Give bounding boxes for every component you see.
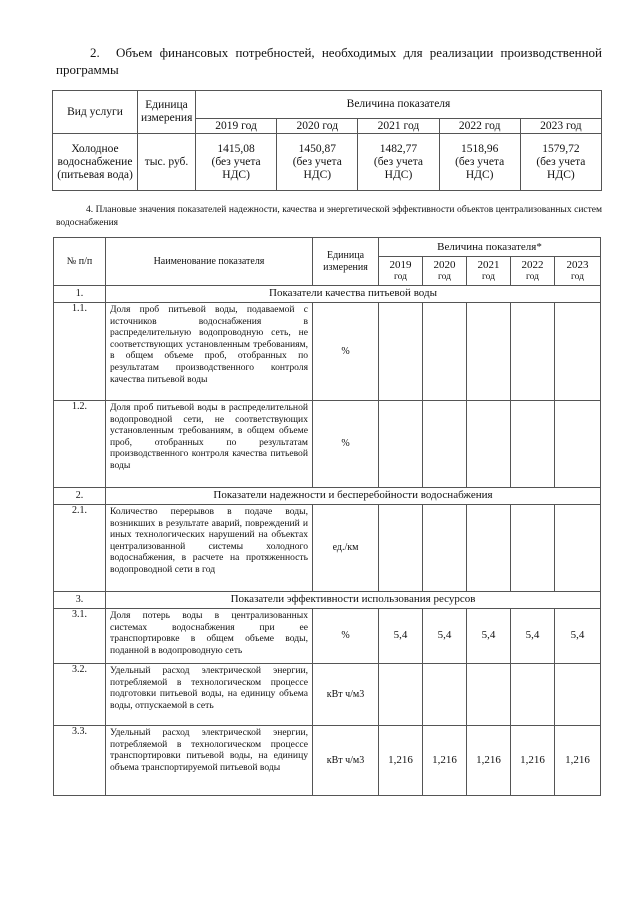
indicator-name: Количество перерывов в подаче воды, возникших в результате аварий, повреждений и иных технологических нарушений на объектах централизованной системы холодного водоснабжения, в расчете на протяженность водопроводной сети в год xyxy=(106,505,313,592)
section-row xyxy=(54,488,601,505)
unit-cell: ед./км xyxy=(313,505,379,592)
value-cell: 5,4 xyxy=(511,609,555,664)
value-cell: 1,216 xyxy=(511,726,555,796)
header-year: 2022 год xyxy=(439,119,520,134)
header-value: Величина показателя xyxy=(196,91,602,119)
table-row xyxy=(53,134,602,191)
header-no: № п/п xyxy=(54,238,106,286)
value-cell xyxy=(196,134,277,191)
table-row xyxy=(54,609,601,664)
table-row xyxy=(54,401,601,488)
value-cell xyxy=(423,303,467,401)
value-cell xyxy=(555,303,601,401)
service-cell: Холодное водоснабжение (питьевая вода) xyxy=(53,134,138,191)
row-number: 3.1. xyxy=(54,609,106,664)
unit-cell: % xyxy=(313,609,379,664)
header-year xyxy=(555,257,601,286)
section-title: Показатели качества питьевой воды xyxy=(106,286,601,303)
value-cell xyxy=(423,664,467,726)
year-suffix: год xyxy=(394,271,407,282)
value-cell xyxy=(423,505,467,592)
value-cell xyxy=(423,401,467,488)
year-suffix: год xyxy=(482,271,495,282)
unit-cell: % xyxy=(313,401,379,488)
value-cell: 1,216 xyxy=(379,726,423,796)
value-cell: 5,4 xyxy=(555,609,601,664)
value-cell xyxy=(555,664,601,726)
row-number: 2.1. xyxy=(54,505,106,592)
year-suffix: год xyxy=(526,271,539,282)
year: 2023 xyxy=(566,258,589,271)
vat-note: (без учета НДС) xyxy=(536,155,586,181)
value-cell xyxy=(511,303,555,401)
row-number: 3.2. xyxy=(54,664,106,726)
header-name: Наименование показателя xyxy=(106,238,313,286)
amount: 1415,08 xyxy=(217,142,255,155)
value-cell: 5,4 xyxy=(423,609,467,664)
amount: 1450,87 xyxy=(298,142,336,155)
header-year: 2020 год xyxy=(277,119,358,134)
value-cell xyxy=(277,134,358,191)
value-cell xyxy=(467,664,511,726)
vat-note: (без учета НДС) xyxy=(455,155,505,181)
header-service: Вид услуги xyxy=(53,91,138,134)
financial-needs-table xyxy=(52,90,602,191)
row-number: 1. xyxy=(54,286,106,303)
section-4-heading xyxy=(56,204,602,230)
row-number: 1.1. xyxy=(54,303,106,401)
header-year xyxy=(467,257,511,286)
table-row xyxy=(54,505,601,592)
value-cell xyxy=(379,664,423,726)
header-unit: Единица измерения xyxy=(313,238,379,286)
indicators-table xyxy=(53,237,601,796)
unit-cell: кВт ч/м3 xyxy=(313,664,379,726)
row-number: 2. xyxy=(54,488,106,505)
value-cell xyxy=(379,303,423,401)
header-year: 2021 год xyxy=(358,119,439,134)
table-row xyxy=(54,726,601,796)
indicator-name: Удельный расход электрической энергии, потребляемой в технологическом процессе подготовки питьевой воды, на единицу объема воды, отпускаемой в сеть xyxy=(106,664,313,726)
section-2-number: 2. xyxy=(90,45,100,60)
year: 2022 xyxy=(521,258,544,271)
table-row xyxy=(54,664,601,726)
vat-note: (без учета НДС) xyxy=(373,155,424,181)
section-4-title: Плановые значения показателей надежности, качества и энергетической эффективности объектов централизованных систем водоснабжения xyxy=(56,205,603,228)
year: 2021 xyxy=(477,258,500,271)
value-cell xyxy=(439,134,520,191)
amount: 1579,72 xyxy=(542,142,580,155)
amount: 1518,96 xyxy=(460,142,499,155)
value-cell: 1,216 xyxy=(467,726,511,796)
value-cell xyxy=(555,505,601,592)
row-number: 3.3. xyxy=(54,726,106,796)
vat-note: (без учета НДС) xyxy=(292,155,342,181)
row-number: 3. xyxy=(54,592,106,609)
indicator-name: Доля потерь воды в централизованных системах водоснабжения при ее транспортировке в общем объеме воды, поданной в водопроводную сеть xyxy=(106,609,313,664)
unit-cell: % xyxy=(313,303,379,401)
value-cell xyxy=(511,664,555,726)
section-2-heading xyxy=(56,44,602,78)
header-year xyxy=(379,257,423,286)
table-row xyxy=(54,303,601,401)
header-year: 2019 год xyxy=(196,119,277,134)
section-title: Показатели эффективности использования ресурсов xyxy=(106,592,601,609)
header-year: 2023 год xyxy=(520,119,601,134)
section-row xyxy=(54,286,601,303)
value-cell: 5,4 xyxy=(467,609,511,664)
value-cell: 1,216 xyxy=(555,726,601,796)
header-unit: Единица измерения xyxy=(138,91,196,134)
section-2-title: Объем финансовых потребностей, необходимых для реализации производственной программы xyxy=(56,45,602,77)
value-cell xyxy=(379,505,423,592)
header-value: Величина показателя* xyxy=(379,238,601,257)
row-number: 1.2. xyxy=(54,401,106,488)
year-suffix: год xyxy=(438,271,451,282)
unit-cell: тыс. руб. xyxy=(138,134,196,191)
section-title: Показатели надежности и бесперебойности водоснабжения xyxy=(106,488,601,505)
section-4-number: 4. xyxy=(86,205,94,215)
year: 2020 xyxy=(433,258,456,271)
value-cell xyxy=(467,303,511,401)
value-cell xyxy=(467,401,511,488)
header-year xyxy=(423,257,467,286)
unit-cell: кВт ч/м3 xyxy=(313,726,379,796)
value-cell xyxy=(511,505,555,592)
year: 2019 xyxy=(389,258,412,271)
header-year xyxy=(511,257,555,286)
amount: 1482,77 xyxy=(379,142,418,155)
indicator-name: Доля проб питьевой воды, подаваемой с источников водоснабжения в распределительную водопроводную сеть, не соответствующих установленным требованиям, в общем объеме проб, отобранных по результатам производственного контроля качества питьевой воды xyxy=(106,303,313,401)
value-cell xyxy=(511,401,555,488)
indicator-name: Доля проб питьевой воды в распределительной водопроводной сети, не соответствующих установленным требованиям, в общем объеме проб, отобранных по результатам производственного контроля качества питьевой воды xyxy=(106,401,313,488)
section-row xyxy=(54,592,601,609)
value-cell: 5,4 xyxy=(379,609,423,664)
indicator-name: Удельный расход электрической энергии, потребляемой в технологическом процессе транспортировки питьевой воды, на единицу объема транспортируемой питьевой воды xyxy=(106,726,313,796)
year-suffix: год xyxy=(571,271,584,282)
value-cell xyxy=(555,401,601,488)
value-cell xyxy=(467,505,511,592)
value-cell xyxy=(520,134,601,191)
value-cell xyxy=(358,134,439,191)
vat-note: (без учета НДС) xyxy=(211,155,261,181)
value-cell xyxy=(379,401,423,488)
value-cell: 1,216 xyxy=(423,726,467,796)
